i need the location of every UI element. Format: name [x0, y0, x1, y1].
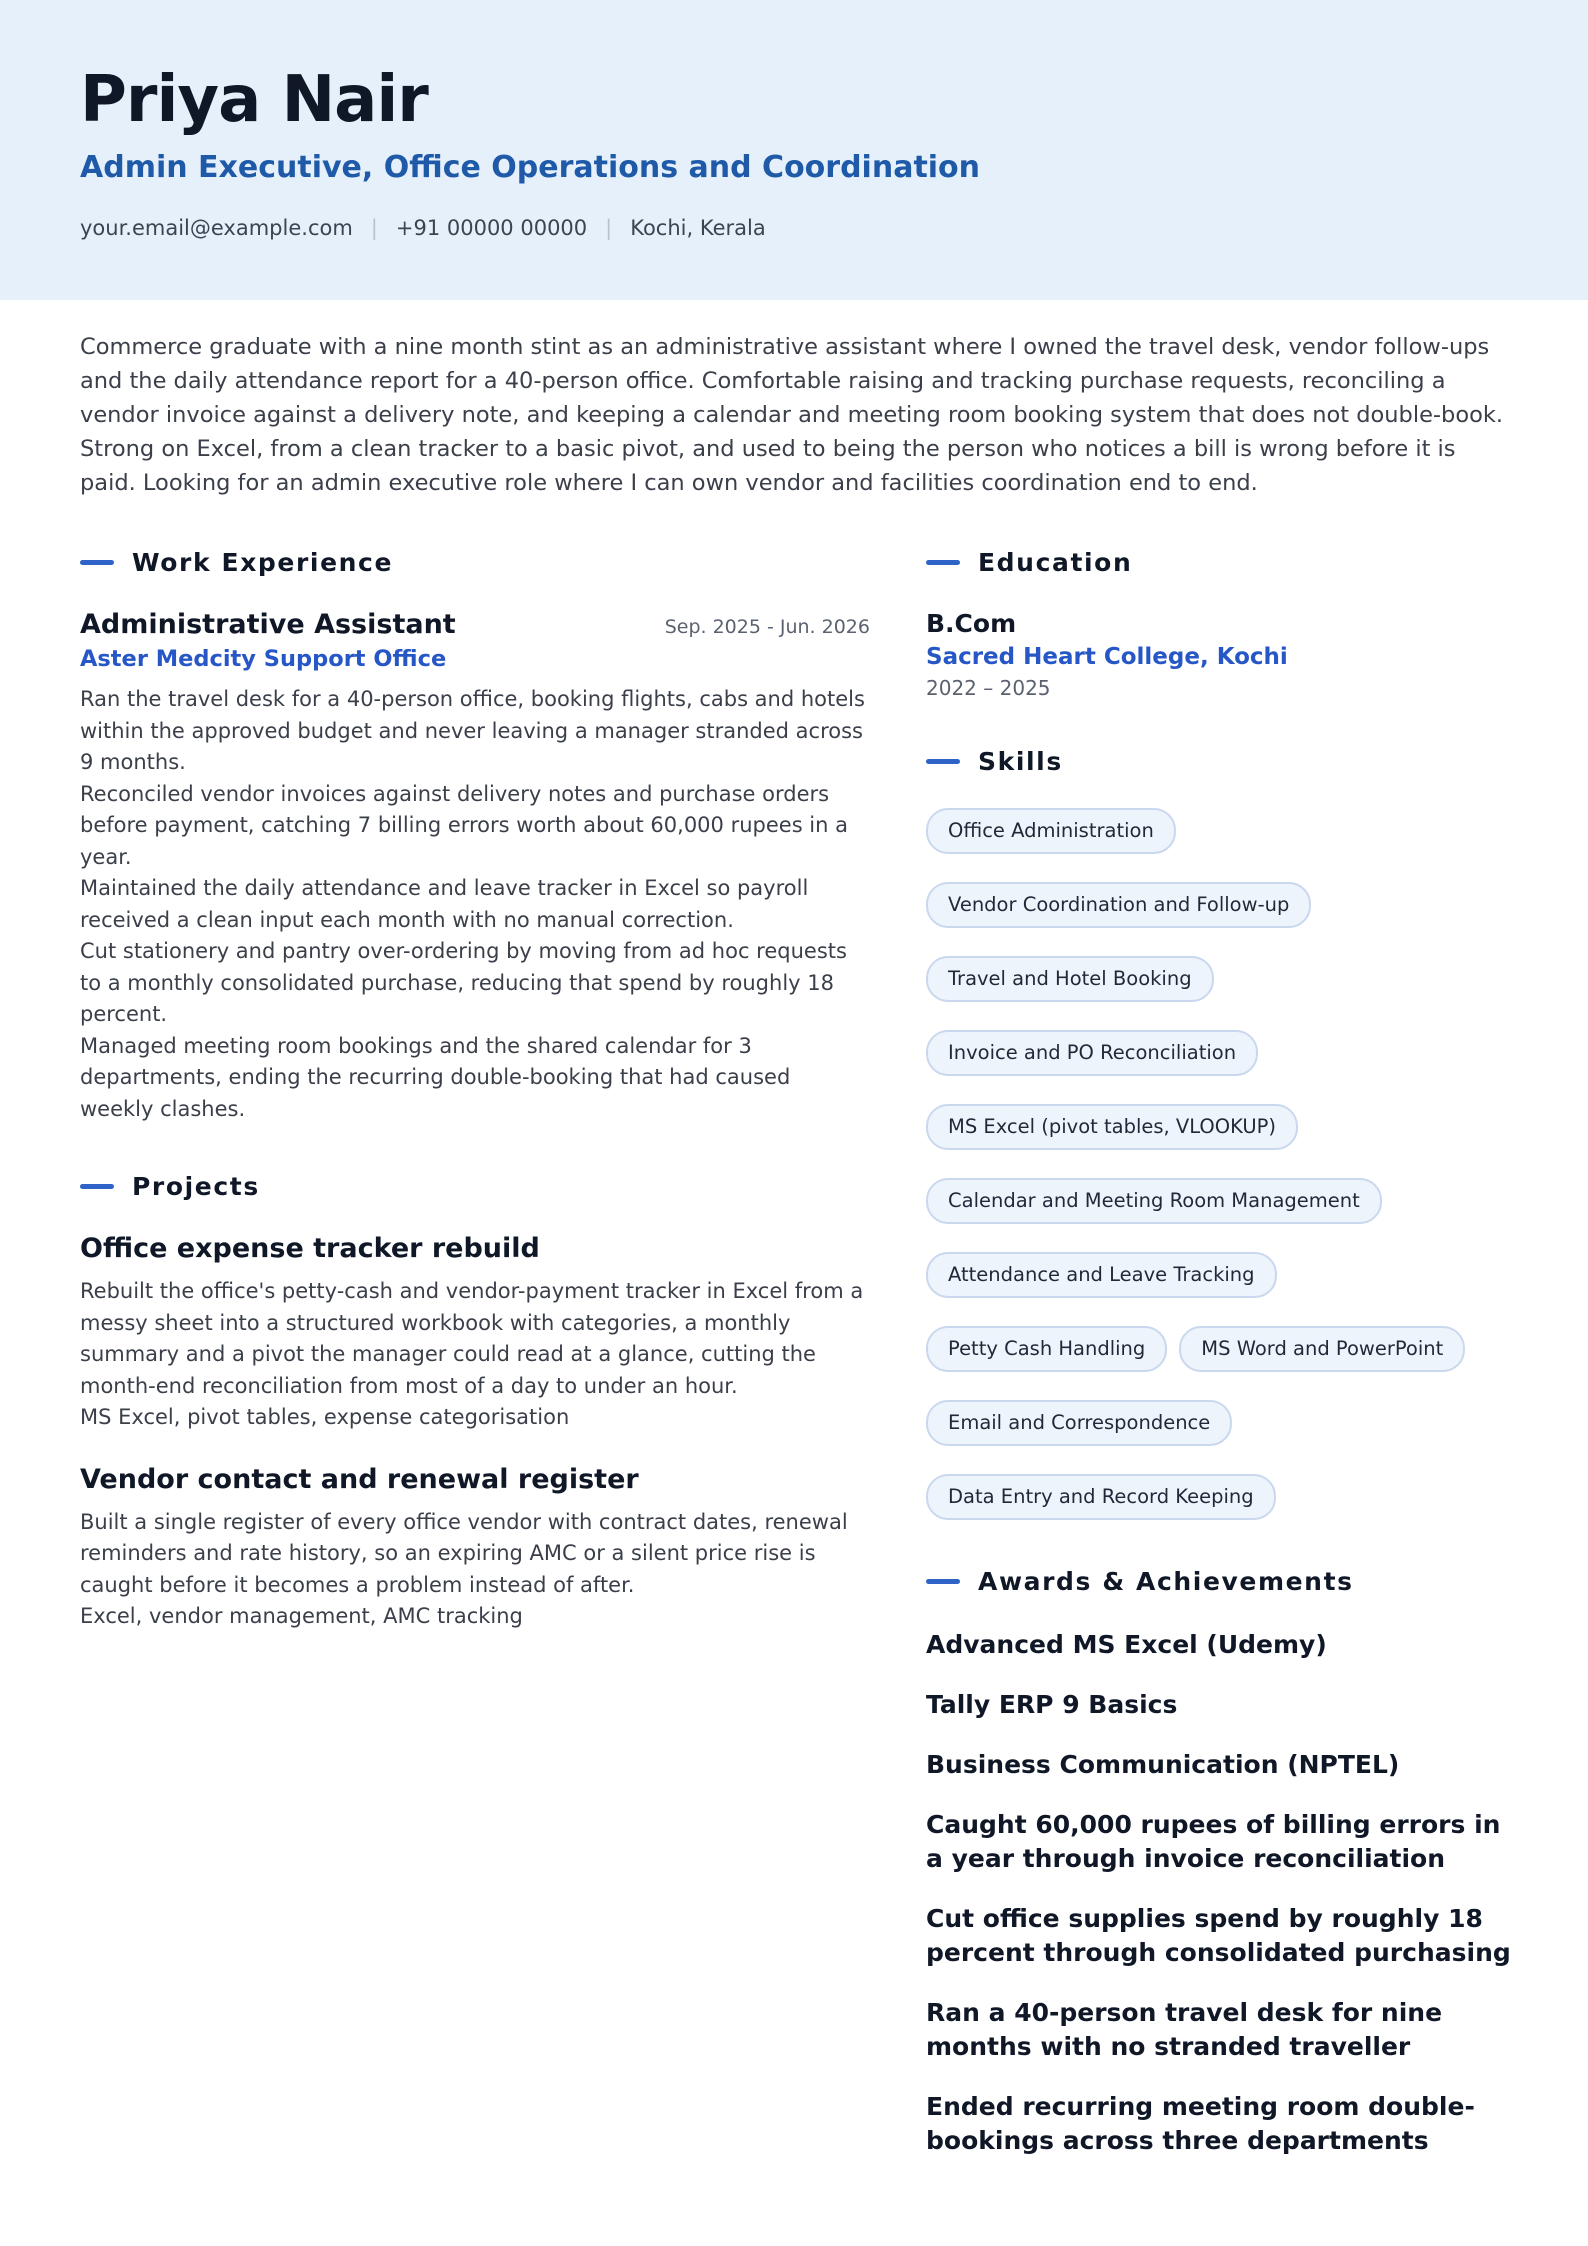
section-accent-bar — [926, 560, 960, 565]
section-title-text: Awards & Achievements — [978, 1566, 1354, 1596]
skill-chip: Invoice and PO Reconciliation — [926, 1030, 1258, 1076]
skill-chip: Email and Correspondence — [926, 1400, 1232, 1446]
project-description: Built a single register of every office vendor with contract dates, renewal reminders and rate history, so an expiring AMC or a silent price rise is caught before it becomes a problem instead of after. — [80, 1509, 848, 1597]
award-item: Business Communication (NPTEL) — [926, 1750, 1400, 1779]
section-accent-bar — [80, 560, 114, 565]
left-column — [80, 545, 870, 1633]
education-years: 2022 – 2025 — [926, 676, 1051, 700]
section-awards — [926, 1564, 1516, 1598]
skill-chip: Vendor Coordination and Follow-up — [926, 882, 1311, 928]
job-role: Administrative Assistant — [80, 609, 456, 640]
award-item: Cut office supplies spend by roughly 18 percent through consolidated purchasing — [926, 1904, 1511, 1967]
education-degree: B.Com — [926, 609, 1017, 638]
job-bullet: Managed meeting room bookings and the shared calendar for 3 departments, ending the recurring double-booking that had caused weekly clashes. — [80, 1033, 791, 1121]
contact-location: Kochi, Kerala — [630, 216, 766, 240]
education-school: Sacred Heart College, Kochi — [926, 644, 1288, 670]
job-bullets — [80, 684, 870, 1125]
project-entry — [80, 1464, 870, 1633]
skill-chip: Travel and Hotel Booking — [926, 956, 1214, 1002]
award-item: Ended recurring meeting room double-bookings across three departments — [926, 2092, 1475, 2155]
skill-chip: Office Administration — [926, 808, 1176, 854]
skill-chip: Petty Cash Handling — [926, 1326, 1167, 1372]
job-bullet: Cut stationery and pantry over-ordering by moving from ad hoc requests to a monthly consolidated purchase, reducing that spend by roughly 18 percent. — [80, 939, 847, 1026]
project-tech: MS Excel, pivot tables, expense categorisation — [80, 1405, 570, 1429]
contact-email[interactable]: your.email@example.com — [80, 216, 353, 240]
skill-chip: Calendar and Meeting Room Management — [926, 1178, 1382, 1224]
right-column — [926, 545, 1516, 2158]
skill-chip: MS Word and PowerPoint — [1179, 1326, 1465, 1372]
section-accent-bar — [926, 759, 960, 764]
contact-phone[interactable]: +91 00000 00000 — [395, 216, 588, 240]
headline: Admin Executive, Office Operations and Coordination — [80, 150, 981, 185]
job-entry — [80, 609, 870, 1125]
award-item: Tally ERP 9 Basics — [926, 1690, 1178, 1719]
job-bullet: Reconciled vendor invoices against delivery notes and purchase orders before payment, catching 7 billing errors worth about 60,000 rupees in a year. — [80, 781, 848, 869]
contact-line — [80, 216, 1508, 240]
award-item: Advanced MS Excel (Udemy) — [926, 1630, 1327, 1659]
skill-chip: Attendance and Leave Tracking — [926, 1252, 1277, 1298]
candidate-name: Priya Nair — [80, 63, 428, 137]
skills-list — [926, 808, 1516, 1520]
job-bullet: Ran the travel desk for a 40-person office, booking flights, cabs and hotels within the approved budget and never leaving a manager stranded across 9 months. — [80, 687, 865, 774]
job-bullet: Maintained the daily attendance and leave tracker in Excel so payroll received a clean input each month with no manual correction. — [80, 876, 809, 932]
section-projects — [80, 1169, 870, 1203]
section-title-text: Work Experience — [132, 547, 393, 577]
section-education — [926, 545, 1516, 579]
contact-separator: | — [370, 216, 378, 240]
summary-paragraph: Commerce graduate with a nine month stint as an administrative assistant where I owned the travel desk, vendor follow-ups and the daily attendance report for a 40-person office. Comfortable raising and tracking purchase requests, reconciling a vendor invoice against a delivery note, and keeping a calendar and meeting room booking system that does not double-book. Strong on Excel, from a clean tracker to a basic pivot, and used to being the person who notices a bill is wrong before it is paid. Looking for an admin executive role where I can own vendor and facilities coordination end to end. — [80, 334, 1504, 496]
project-name: Office expense tracker rebuild — [80, 1233, 540, 1264]
project-description: Rebuilt the office's petty-cash and vendor-payment tracker in Excel from a messy sheet into a structured workbook with categories, a monthly summary and a pivot the manager could read at a glance, cutting the month-end reconciliation from most of a day to under an hour. — [80, 1279, 864, 1398]
job-organization: Aster Medcity Support Office — [80, 646, 447, 672]
section-accent-bar — [926, 1579, 960, 1584]
section-title-text: Skills — [978, 746, 1063, 776]
award-item: Caught 60,000 rupees of billing errors in a year through invoice reconciliation — [926, 1810, 1501, 1873]
awards-list — [926, 1628, 1516, 2158]
section-work-experience — [80, 545, 870, 579]
header-band — [0, 0, 1588, 300]
skill-chip: MS Excel (pivot tables, VLOOKUP) — [926, 1104, 1298, 1150]
job-dates: Sep. 2025 - Jun. 2026 — [664, 616, 870, 638]
section-title-text: Projects — [132, 1171, 260, 1201]
skill-chip: Data Entry and Record Keeping — [926, 1474, 1276, 1520]
contact-separator: | — [605, 216, 613, 240]
section-title-text: Education — [978, 547, 1133, 577]
section-accent-bar — [80, 1184, 114, 1189]
award-item: Ran a 40-person travel desk for nine months with no stranded traveller — [926, 1998, 1443, 2061]
project-name: Vendor contact and renewal register — [80, 1463, 639, 1495]
project-tech: Excel, vendor management, AMC tracking — [80, 1604, 523, 1628]
section-skills — [926, 744, 1516, 778]
job-header — [80, 609, 870, 640]
project-entry — [80, 1233, 870, 1434]
